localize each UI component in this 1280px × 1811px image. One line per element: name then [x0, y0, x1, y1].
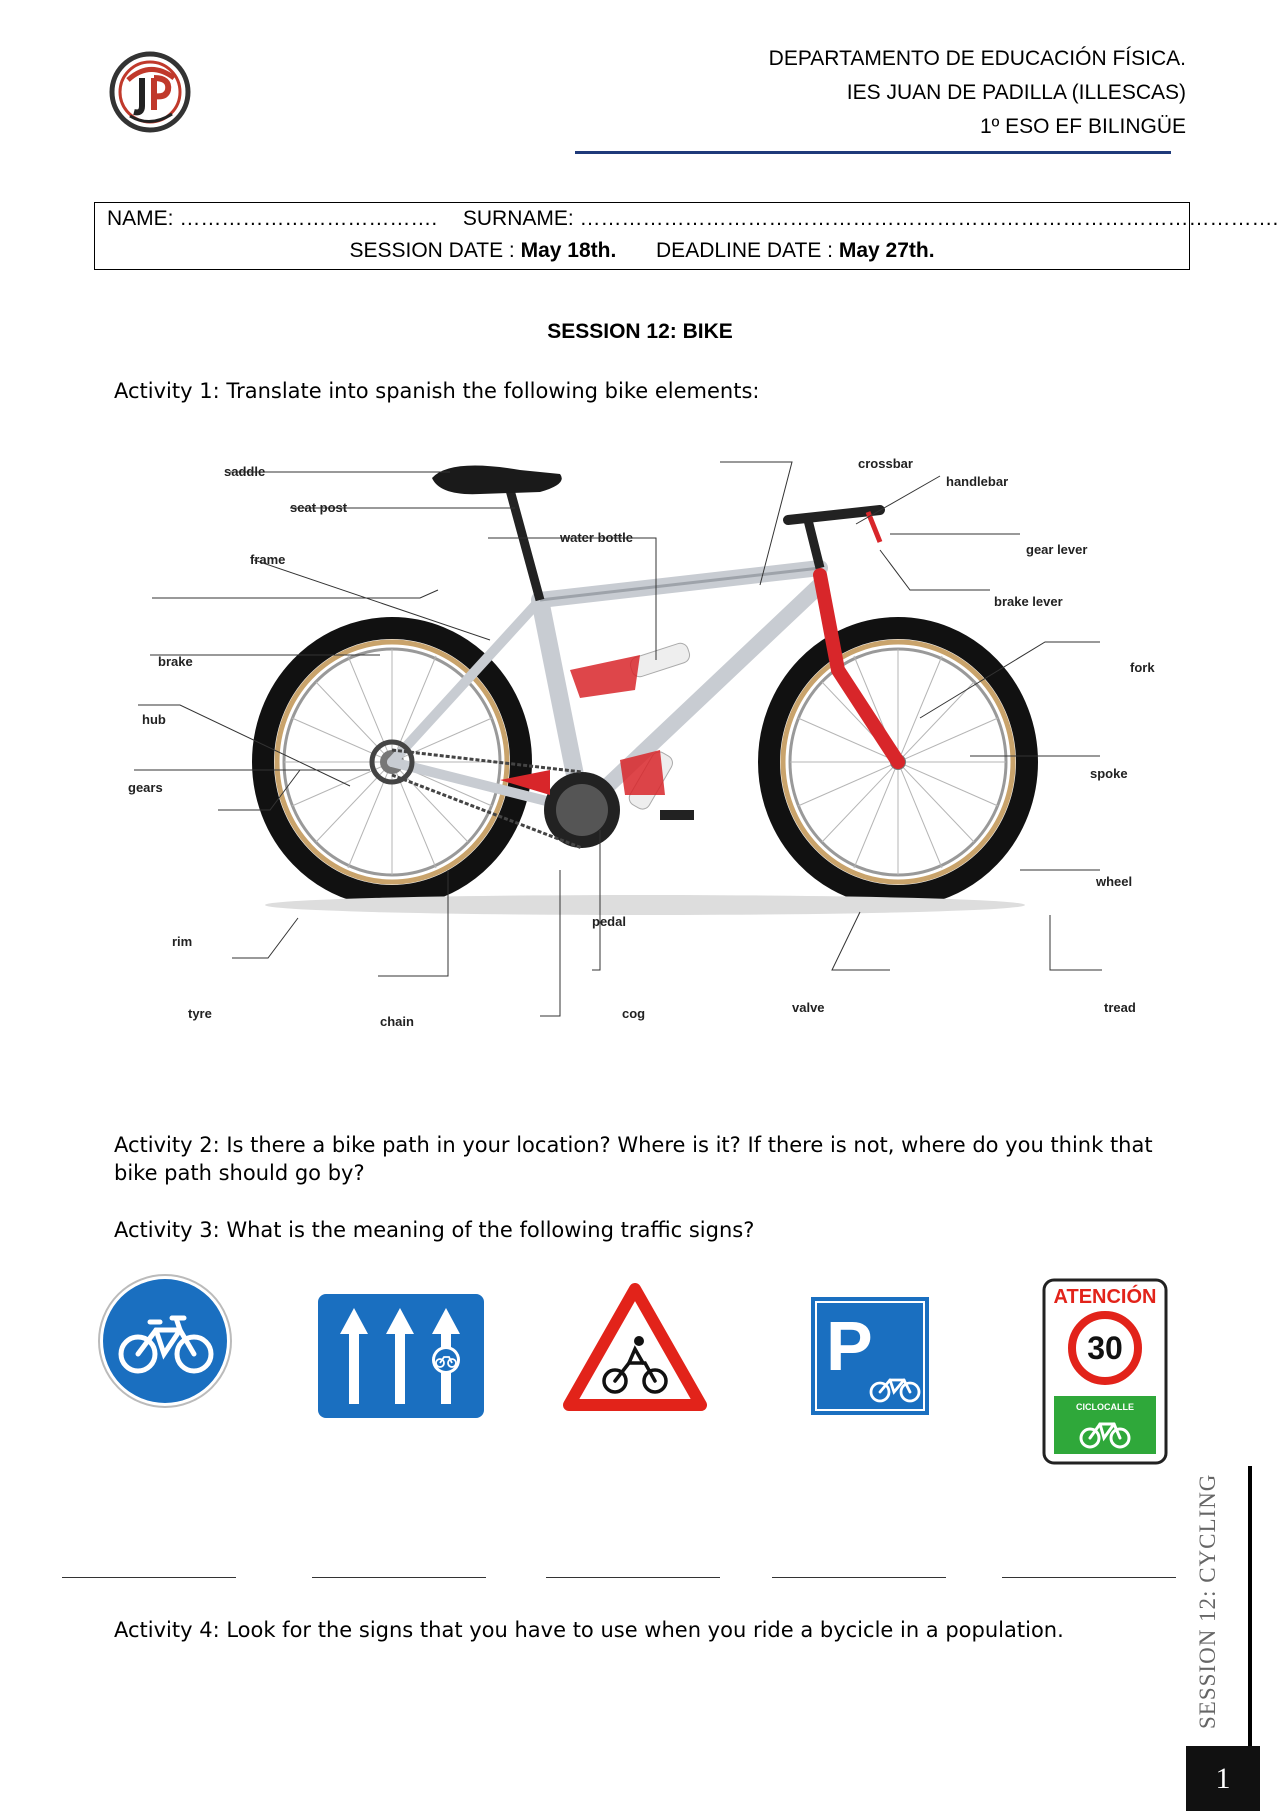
session-date-value: May 18th. [520, 239, 617, 262]
activity-2: Activity 2: Is there a bike path in your location? Where is it? If there is not, where do you think that bike path should go by? [114, 1133, 1153, 1185]
header-department: DEPARTAMENTO DE EDUCACIÓN FÍSICA. [768, 47, 1186, 70]
student-info-box [94, 202, 1279, 270]
label-frame: frame [250, 552, 286, 567]
school-logo [108, 50, 192, 134]
sign-parking-bike [808, 1294, 932, 1418]
header-divider [575, 151, 1171, 154]
sign-bike-lane-circle [96, 1272, 234, 1410]
name-field[interactable]: NAME: ………………………………. [107, 207, 438, 230]
label-handlebar: handlebar [946, 474, 1009, 489]
label-crossbar: crossbar [858, 456, 913, 471]
deadline-value: May 27th. [838, 239, 935, 262]
label-brake-lever: brake lever [994, 594, 1063, 609]
label-rim: rim [172, 934, 193, 949]
activity-3: Activity 3: What is the meaning of the following traffic signs? [114, 1218, 755, 1242]
label-hub: hub [142, 712, 166, 727]
label-water-bottle: water bottle [560, 530, 633, 545]
header-course: 1º ESO EF BILINGÜE [979, 115, 1186, 138]
label-pedal: pedal [592, 914, 626, 929]
session-title: SESSION 12: BIKE [547, 320, 733, 343]
label-fork: fork [1130, 660, 1155, 675]
label-brake: brake [158, 654, 193, 669]
sidebar-session-label: SESSION 12: CYCLING [1195, 1473, 1220, 1729]
header-school: IES JUAN DE PADILLA (ILLESCAS) [846, 81, 1186, 104]
label-gears: gears [128, 780, 163, 795]
sign-lanes-bike [318, 1294, 484, 1418]
label-tread: tread [1104, 1000, 1136, 1015]
activity-4: Activity 4: Look for the signs that you have to use when you ride a bycicle in a population. [114, 1618, 1064, 1642]
page-number: 1 [1186, 1746, 1260, 1811]
sidebar-rule [1248, 1466, 1252, 1756]
answer-line-4[interactable] [772, 1577, 946, 1578]
session-date-label: SESSION DATE : [349, 239, 515, 262]
sign-zone-text: CICLOCALLE [1076, 1402, 1134, 1412]
label-saddle: saddle [224, 464, 266, 479]
label-tyre: tyre [188, 1006, 212, 1021]
bike-illustration [120, 450, 1160, 1040]
activity-1: Activity 1: Translate into spanish the following bike elements: [114, 379, 760, 403]
bike-diagram [120, 450, 1160, 1040]
label-spoke: spoke [1090, 766, 1128, 781]
label-cog: cog [622, 1006, 646, 1021]
answer-line-1[interactable] [62, 1577, 236, 1578]
deadline-label: DEADLINE DATE : [656, 239, 833, 262]
answer-line-2[interactable] [312, 1577, 486, 1578]
label-valve: valve [792, 1000, 825, 1015]
label-seat-post: seat post [290, 500, 348, 515]
sign-attention-text: ATENCIÓN [1053, 1286, 1157, 1308]
answer-line-3[interactable] [546, 1577, 720, 1578]
answer-line-5[interactable] [1002, 1577, 1176, 1578]
sign-speed-limit: 30 [1087, 1330, 1123, 1366]
label-chain: chain [380, 1014, 414, 1029]
label-wheel: wheel [1096, 874, 1133, 889]
bike-saddle [432, 466, 562, 495]
surname-field[interactable]: SURNAME: ………………………………………………………………………………………. [462, 207, 1279, 230]
sign-cyclists-warning [563, 1283, 707, 1413]
label-gear-lever: gear lever [1026, 542, 1088, 557]
sign-ciclocalle [1042, 1278, 1168, 1465]
parking-p-glyph: P [826, 1307, 873, 1385]
